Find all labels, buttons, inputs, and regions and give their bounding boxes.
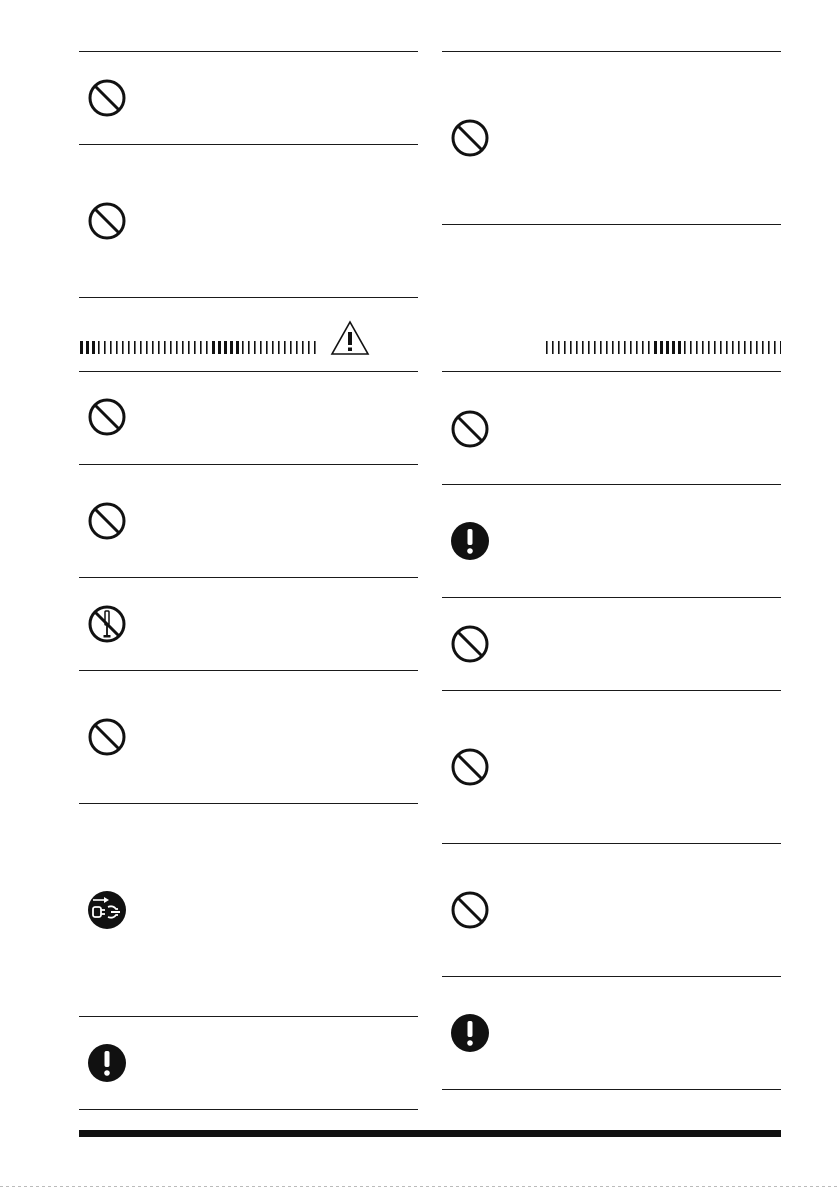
divider bbox=[442, 224, 781, 225]
prohibition-icon bbox=[87, 717, 127, 757]
section-header-bar bbox=[545, 341, 781, 354]
divider bbox=[442, 51, 781, 52]
divider bbox=[79, 803, 418, 804]
divider bbox=[442, 690, 781, 691]
prohibition-icon bbox=[450, 118, 490, 158]
divider bbox=[79, 371, 418, 372]
prohibition-icon bbox=[450, 890, 490, 930]
prohibition-icon bbox=[87, 201, 127, 241]
mandatory-action-icon bbox=[450, 521, 490, 561]
divider bbox=[442, 1089, 781, 1090]
divider bbox=[79, 144, 418, 145]
prohibition-icon bbox=[87, 78, 127, 118]
prohibition-icon bbox=[450, 624, 490, 664]
divider bbox=[442, 484, 781, 485]
unplug-power-icon bbox=[87, 890, 127, 930]
divider bbox=[79, 1109, 418, 1110]
divider bbox=[442, 843, 781, 844]
footer-rule bbox=[79, 1130, 781, 1137]
prohibition-icon bbox=[450, 747, 490, 787]
divider bbox=[79, 464, 418, 465]
divider bbox=[79, 51, 418, 52]
divider bbox=[442, 597, 781, 598]
prohibition-icon bbox=[87, 501, 127, 541]
divider bbox=[442, 371, 781, 372]
divider bbox=[79, 670, 418, 671]
prohibition-icon bbox=[450, 409, 490, 449]
mandatory-action-icon bbox=[450, 1013, 490, 1053]
divider bbox=[79, 1016, 418, 1017]
divider bbox=[79, 577, 418, 578]
prohibition-icon bbox=[87, 397, 127, 437]
caution-header-bar bbox=[79, 341, 319, 354]
divider bbox=[442, 976, 781, 977]
bottom-crop-marks bbox=[0, 1186, 840, 1188]
warning-triangle-icon bbox=[330, 320, 370, 356]
mandatory-action-icon bbox=[87, 1043, 127, 1083]
do-not-disassemble-icon bbox=[87, 604, 127, 644]
divider bbox=[79, 297, 418, 298]
